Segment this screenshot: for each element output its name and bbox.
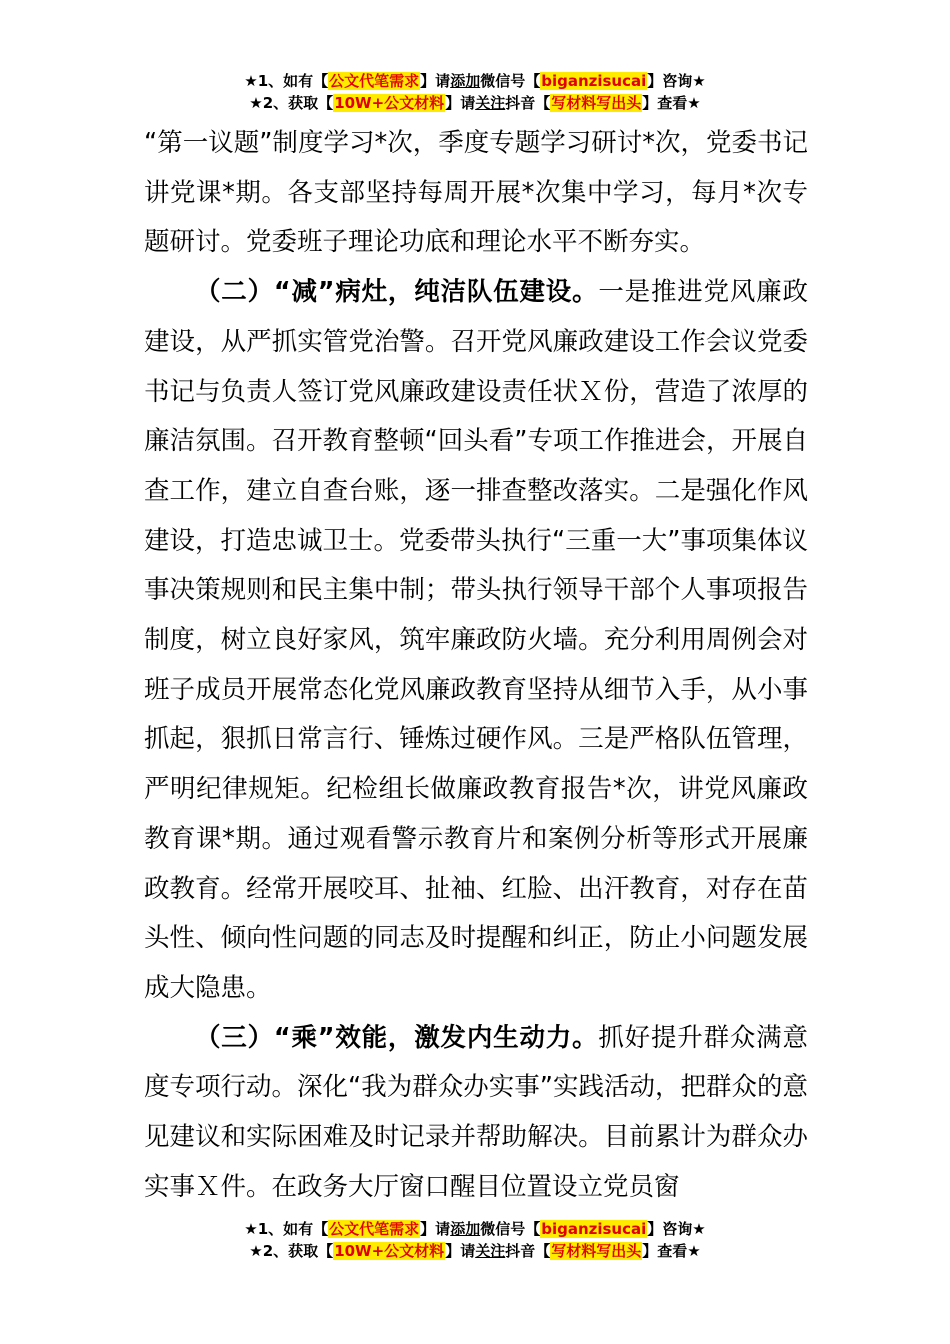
notice-highlight: 公文代笔需求	[329, 72, 420, 90]
paragraph-3	[144, 1014, 808, 1213]
document-body	[144, 119, 808, 1212]
section-body-2: 一是推进党风廉政建设，从严抓实管党治警。召开党风廉政建设工作会议党委书记与负责人签订党风廉政建设责任状Ｘ份，营造了浓厚的廉洁氛围。召开教育整顿“回头看”专项工作推进会，开展自查工作，建立自查台账，逐一排查整改落实。二是强化作风建设，打造忠诚卫士。党委带头执行“三重一大”事项集体议事决策规则和民主集中制；带头执行领导干部个人事项报告制度，树立良好家风，筑牢廉政防火墙。充分利用周例会对班子成员开展常态化党风廉政教育坚持从细节入手，从小事抓起，狠抓日常言行、锤炼过硬作风。三是严格队伍管理，严明纪律规矩。纪检组长做廉政教育报告*次，讲党风廉政教育课*期。通过观看警示教育片和案例分析等形式开展廉政教育。经常开展咬耳、扯袖、红脸、出汗教育，对存在苗头性、倾向性问题的同志及时提醒和纠正，防止小问题发展成大隐患。	[144, 277, 808, 1003]
top-notice	[0, 70, 950, 114]
notice-text: 】请	[445, 1242, 476, 1260]
notice-highlight: 10W+公文材料	[334, 94, 445, 112]
notice-line-2	[0, 1240, 950, 1262]
notice-text: 抖音【	[505, 1242, 551, 1260]
notice-text: 微信号【	[480, 72, 541, 90]
notice-line-1	[0, 1218, 950, 1240]
paragraph-1: “第一议题”制度学习*次，季度专题学习研讨*次，党委书记讲党课*期。各支部坚持每周开展*次集中学习，每月*次专题研讨。党委班子理论功底和理论水平不断夯实。	[144, 128, 808, 258]
notice-underlined-text: 添加	[450, 1220, 481, 1238]
section-heading-3: （三）“乘”效能，激发内生动力。	[195, 1022, 599, 1053]
notice-highlight: biganzisucai	[541, 72, 647, 90]
notice-text: 】查看★	[642, 1242, 701, 1260]
bottom-notice	[0, 1218, 950, 1262]
notice-text: 】查看★	[642, 94, 701, 112]
notice-text: 】请	[445, 94, 476, 112]
notice-highlight: 写材料写出头	[551, 1242, 642, 1260]
section-heading-2: （二）“减”病灶，纯洁队伍建设。	[195, 277, 599, 308]
notice-text: 】咨询★	[647, 72, 706, 90]
notice-line-1	[0, 70, 950, 92]
notice-text: ★2、获取【	[249, 1242, 334, 1260]
notice-highlight: 公文代笔需求	[329, 1220, 420, 1238]
notice-highlight: biganzisucai	[541, 1220, 647, 1238]
notice-text: 抖音【	[505, 94, 551, 112]
notice-text: ★1、如有【	[244, 72, 329, 90]
notice-text: 】请	[420, 1220, 451, 1238]
notice-text: ★1、如有【	[244, 1220, 329, 1238]
section-body-3: 抓好提升群众满意度专项行动。深化“我为群众办实事”实践活动，把群众的意见建议和实际困难及时记录并帮助解决。目前累计为群众办实事Ｘ件。在政务大厅窗口醒目位置设立党员窗	[144, 1022, 808, 1202]
notice-underlined-text: 关注	[475, 1242, 506, 1260]
notice-text: ★2、获取【	[249, 94, 334, 112]
notice-text: 微信号【	[480, 1220, 541, 1238]
notice-underlined-text: 添加	[450, 72, 481, 90]
notice-highlight: 10W+公文材料	[334, 1242, 445, 1260]
notice-text: 】咨询★	[647, 1220, 706, 1238]
notice-line-2	[0, 92, 950, 114]
notice-underlined-text: 关注	[475, 94, 506, 112]
notice-text: 】请	[420, 72, 451, 90]
notice-highlight: 写材料写出头	[551, 94, 642, 112]
paragraph-2	[144, 268, 808, 1014]
